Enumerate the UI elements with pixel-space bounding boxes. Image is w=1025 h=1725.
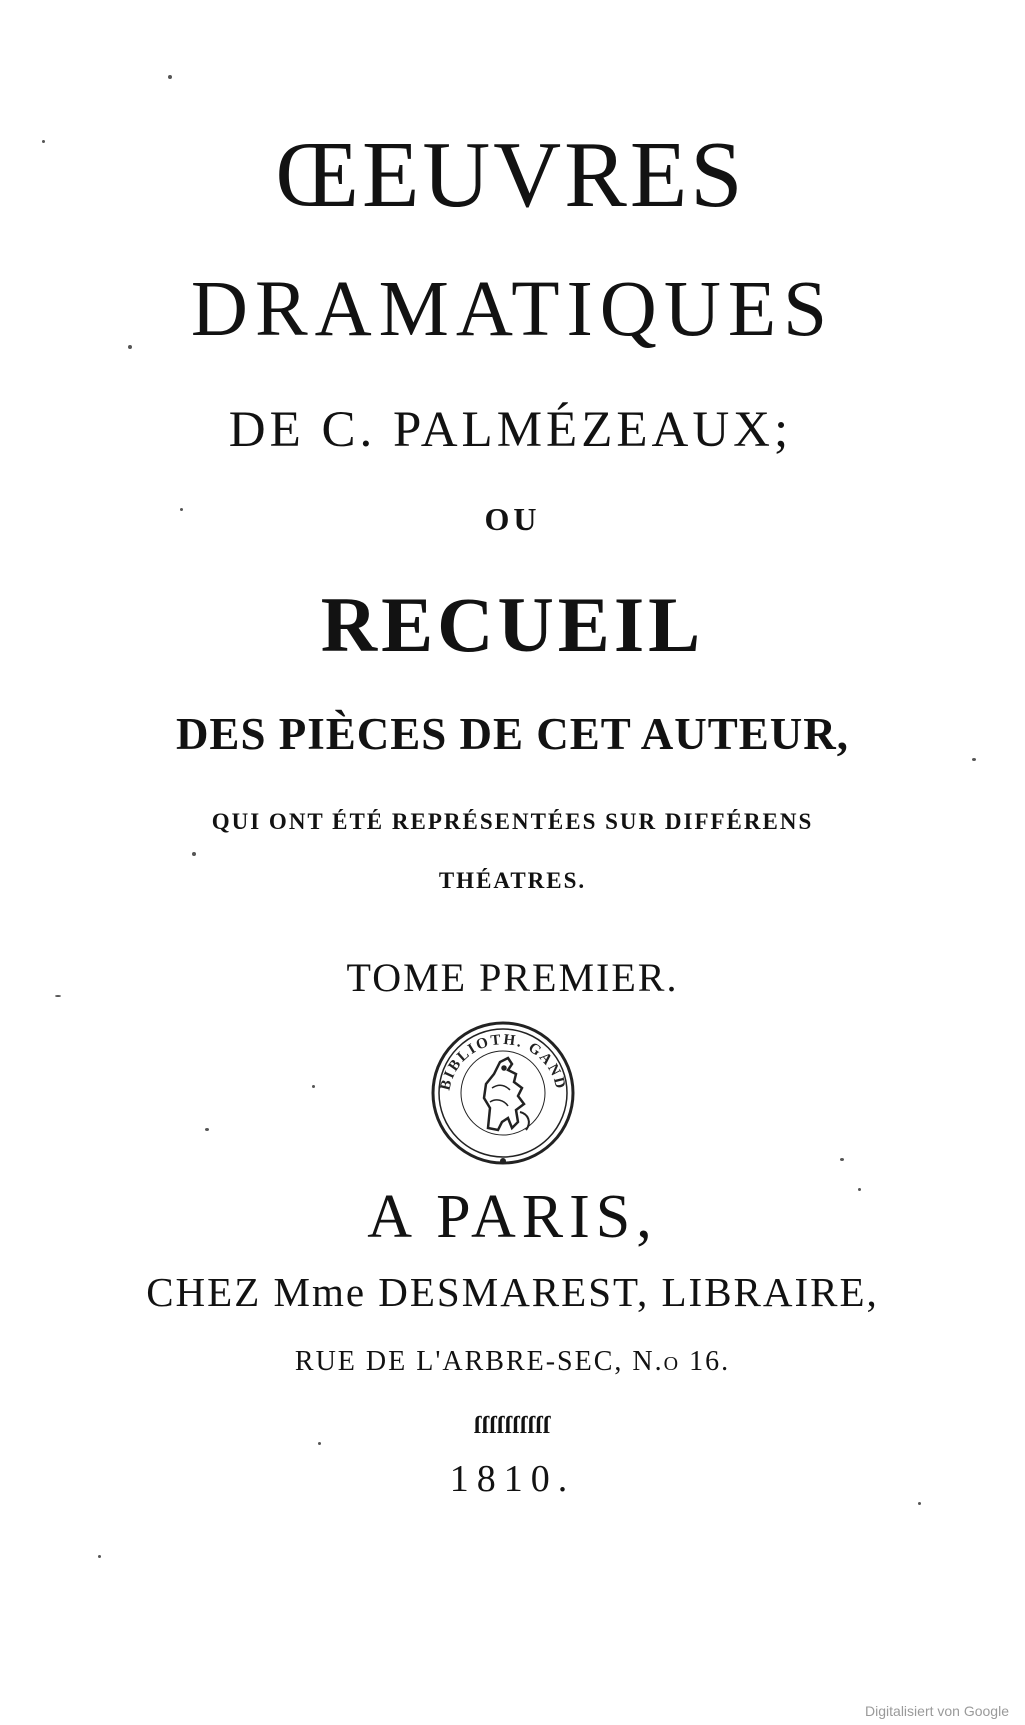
volume-label: TOME PREMIER. xyxy=(346,955,679,1000)
title-line-oeuvres: ŒEUVRES xyxy=(275,123,746,227)
library-stamp-icon xyxy=(428,1018,578,1168)
print-speck xyxy=(192,852,196,856)
imprint-publisher: CHEZ Mme DESMAREST, LIBRAIRE, xyxy=(146,1269,879,1315)
print-speck xyxy=(318,1442,321,1445)
title-line-dramatiques: DRAMATIQUES xyxy=(190,266,835,353)
print-speck xyxy=(42,140,45,143)
author-line: DE C. PALMÉZEAUX; xyxy=(228,402,793,458)
print-speck xyxy=(205,1128,209,1131)
print-speck xyxy=(312,1085,315,1088)
conjunction-ou: OU xyxy=(484,501,541,537)
print-speck xyxy=(98,1555,101,1558)
imprint-address: RUE DE L'ARBRE-SEC, N.o 16. xyxy=(294,1346,731,1377)
stamp-text: BIBLIOTH. GAND xyxy=(437,1031,569,1093)
print-speck xyxy=(168,75,172,79)
subtitle-pieces: DES PIÈCES DE CET AUTEUR, xyxy=(175,709,850,759)
print-speck xyxy=(858,1188,861,1191)
imprint-city: A PARIS, xyxy=(367,1183,658,1251)
print-speck xyxy=(55,995,61,997)
print-speck xyxy=(840,1158,844,1161)
print-speck xyxy=(918,1502,921,1505)
print-speck xyxy=(128,345,132,349)
imprint-year: 1810. xyxy=(449,1458,576,1500)
description-line-2: THÉATRES. xyxy=(438,868,587,893)
subtitle-recueil: RECUEIL xyxy=(320,581,705,668)
description-line-1: QUI ONT ÉTÉ REPRÉSENTÉES SUR DIFFÉRENS xyxy=(211,809,814,834)
print-speck xyxy=(972,758,976,761)
digitization-watermark: Digitalisiert von Google xyxy=(865,1703,1009,1719)
decorative-rule: ſſſſſſſſſſ xyxy=(474,1413,551,1439)
print-speck xyxy=(180,508,183,511)
